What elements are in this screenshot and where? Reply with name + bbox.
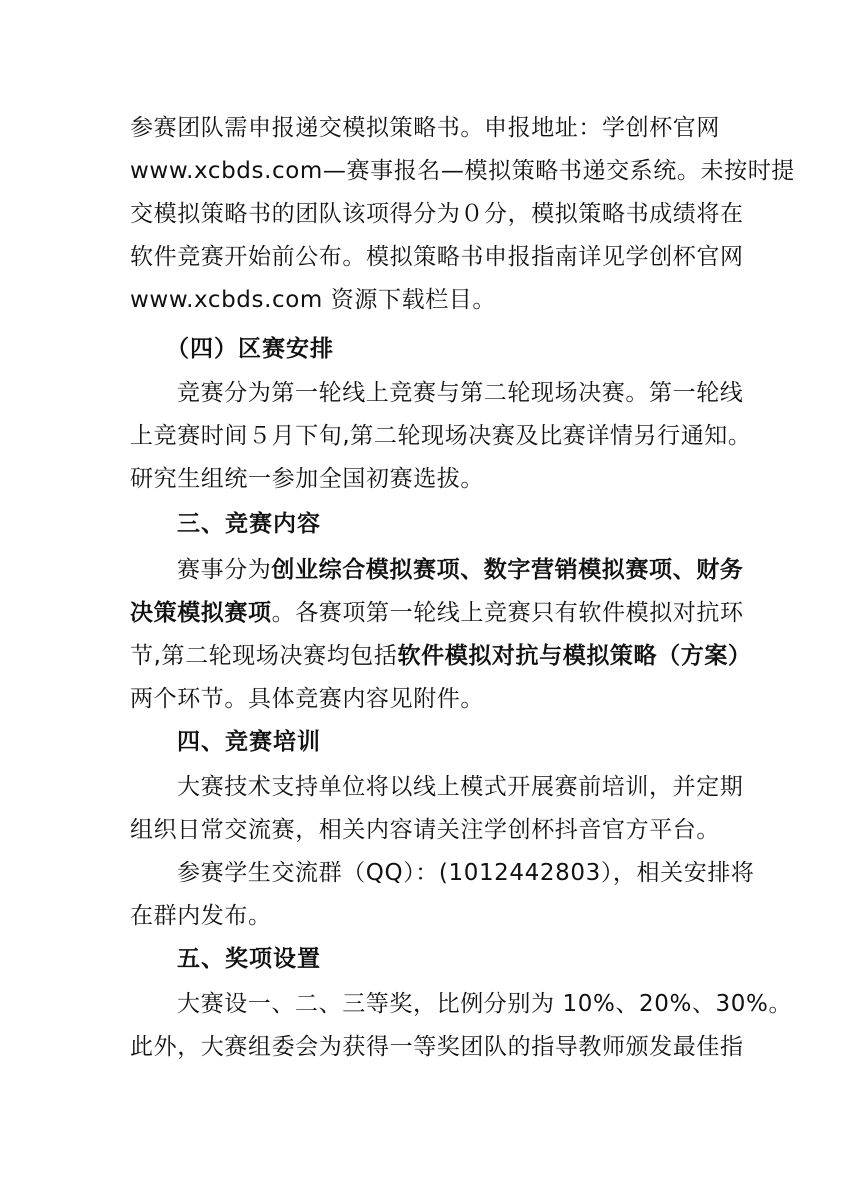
text-normal: 赛事分为 bbox=[177, 557, 272, 583]
para-content-line-2 bbox=[130, 598, 744, 628]
para-content-line-4: 两个环节。具体竞赛内容见附件。 bbox=[130, 686, 484, 712]
para-qq-group-line-1: 参赛学生交流群（QQ）：(1012442803），相关安排将 bbox=[177, 860, 755, 886]
para-awards-line-2: 此外，大赛组委会为获得一等奖团队的指导教师颁发最佳指 bbox=[130, 1034, 744, 1060]
para-regional-line-3: 研究生组统一参加全国初赛选拔。 bbox=[130, 466, 484, 492]
para-regional-line-2: 上竞赛时间５月下旬,第二轮现场决赛及比赛详情另行通知。 bbox=[130, 423, 752, 449]
para-submission-line-3: 交模拟策略书的团队该项得分为０分，模拟策略书成绩将在 bbox=[130, 201, 744, 227]
text-normal: 。各赛项第一轮线上竞赛只有软件模拟对抗环 bbox=[271, 600, 744, 626]
para-qq-group-line-2: 在群内发布。 bbox=[130, 903, 272, 929]
heading-regional-arrangement: （四）区赛安排 bbox=[166, 336, 334, 362]
para-submission-line-1: 参赛团队需申报递交模拟策略书。申报地址：学创杯官网 bbox=[130, 115, 720, 141]
para-training-line-2: 组织日常交流赛，相关内容请关注学创杯抖音官方平台。 bbox=[130, 817, 720, 843]
text-bold-events: 决策模拟赛项 bbox=[130, 600, 272, 626]
text-normal: 节,第二轮现场决赛均包括 bbox=[130, 643, 398, 669]
para-training-line-1: 大赛技术支持单位将以线上模式开展赛前培训，并定期 bbox=[177, 774, 744, 800]
para-submission-line-5: www.xcbds.com 资源下载栏目。 bbox=[130, 287, 497, 313]
para-regional-line-1: 竞赛分为第一轮线上竞赛与第二轮现场决赛。第一轮线 bbox=[177, 380, 744, 406]
para-content-line-1 bbox=[177, 555, 743, 585]
heading-competition-training: 四、竞赛培训 bbox=[177, 729, 321, 755]
para-awards-line-1: 大赛设一、二、三等奖，比例分别为 10%、20%、30%。 bbox=[177, 991, 793, 1017]
heading-awards: 五、奖项设置 bbox=[177, 946, 321, 972]
para-content-line-3 bbox=[130, 641, 752, 671]
para-submission-line-2: www.xcbds.com—赛事报名—模拟策略书递交系统。未按时提 bbox=[130, 158, 795, 184]
text-bold-events: 创业综合模拟赛项、数字营销模拟赛项、财务 bbox=[271, 557, 744, 583]
text-bold-sections: 软件模拟对抗与模拟策略（方案） bbox=[397, 643, 752, 669]
para-submission-line-4: 软件竞赛开始前公布。模拟策略书申报指南详见学创杯官网 bbox=[130, 244, 744, 270]
heading-competition-content: 三、竞赛内容 bbox=[177, 511, 321, 537]
